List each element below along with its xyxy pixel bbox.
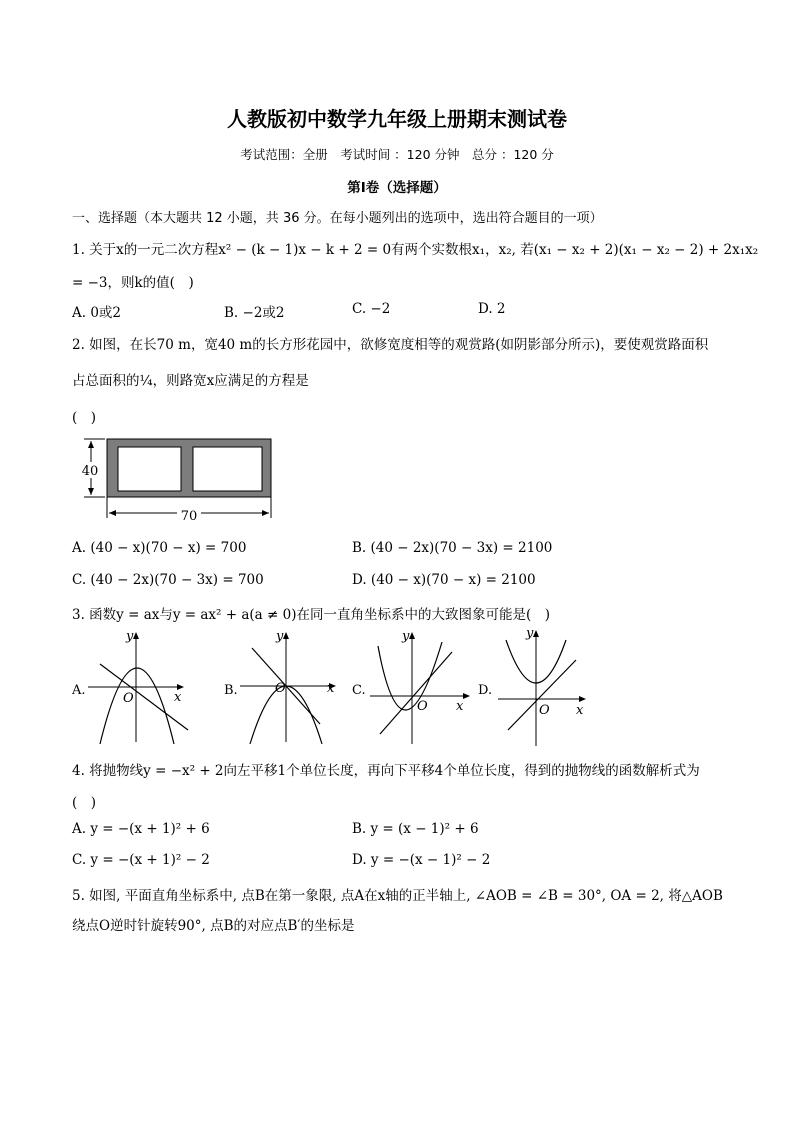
q1-option-a: A. 0或2: [72, 305, 122, 321]
q4-answer-paren: ( ): [72, 795, 97, 811]
q1-option-c: C. −2: [352, 301, 391, 317]
svg-text:y: y: [126, 629, 134, 644]
graph-a: [70, 626, 198, 746]
q4-stem: 4. 将抛物线y = −x² + 2向左平移1个单位长度，再向下平移4个单位长度，得到的抛物线的函数解析式为: [72, 763, 700, 779]
q2-answer-paren: ( ): [72, 410, 97, 426]
svg-text:O: O: [123, 691, 134, 706]
q2-stem-line2: 占总面积的¼，则路宽x应满足的方程是: [72, 373, 309, 389]
q4-option-d: D. y = −(x − 1)² − 2: [352, 852, 491, 868]
q1-option-d: D. 2: [478, 301, 506, 317]
graph-b: [222, 626, 350, 746]
svg-text:y: y: [276, 629, 284, 644]
graph-c-letter: C.: [352, 683, 366, 698]
svg-text:x: x: [456, 699, 464, 714]
q2-option-b: B. (40 − 2x)(70 − 3x) = 2100: [352, 540, 553, 556]
svg-text:y: y: [526, 626, 534, 641]
width-label: 70: [180, 509, 198, 524]
q4-option-b: B. y = (x − 1)² + 6: [352, 821, 479, 837]
svg-text:O: O: [539, 703, 550, 718]
graph-d: [476, 626, 604, 746]
q2-option-c: C. (40 − 2x)(70 − 3x) = 700: [72, 572, 264, 588]
q3-stem: 3. 函数y = ax与y = ax² + a(a ≠ 0)在同一直角坐标系中的大致图象可能是( ): [72, 607, 550, 623]
q2-option-a: A. (40 − x)(70 − x) = 700: [72, 540, 247, 556]
svg-text:O: O: [275, 681, 286, 696]
q2-stem-line1: 2. 如图，在长70 m，宽40 m的长方形花园中，欲修宽度相等的观赏路(如阴影部分所示)，要使观赏路面积: [72, 337, 709, 353]
graph-b-letter: B.: [224, 683, 238, 698]
garden-plot-right: [193, 447, 262, 491]
svg-text:y: y: [402, 629, 410, 644]
q2-option-d: D. (40 − x)(70 − x) = 2100: [352, 572, 536, 588]
graph-a-letter: A.: [72, 683, 86, 698]
volume-heading: 第Ⅰ卷（选择题）: [347, 180, 447, 196]
q1-stem-line1: 1. 关于x的一元二次方程x² − (k − 1)x − k + 2 = 0有两个实数根x₁，x₂, 若(x₁ − x₂ + 2)(x₁ − x₂ − 2) + 2x₁x₂: [72, 242, 759, 258]
q1-option-b: B. −2或2: [224, 305, 285, 321]
q4-option-a: A. y = −(x + 1)² + 6: [72, 821, 210, 837]
graph-d-line: [508, 660, 576, 730]
svg-text:x: x: [327, 681, 335, 696]
q1-stem-line2: = −3，则k的值( ): [72, 275, 194, 291]
garden-plot-left: [118, 447, 181, 491]
q5-stem-line1: 5. 如图, 平面直角坐标系中, 点B在第一象限, 点A在x轴的正半轴上, ∠AOB = ∠B = 30°, OA = 2, 将△AOB: [72, 888, 723, 904]
page-title: 人教版初中数学九年级上册期末测试卷: [227, 107, 567, 131]
q5-stem-line2: 绕点O逆时针旋转90°, 点B的对应点B′的坐标是: [72, 918, 355, 934]
q4-option-c: C. y = −(x + 1)² − 2: [72, 852, 210, 868]
graph-c: [350, 626, 478, 746]
svg-text:x: x: [576, 703, 584, 718]
graph-d-letter: D.: [478, 683, 493, 698]
svg-text:x: x: [174, 690, 182, 705]
graph-a-parabola: [100, 668, 174, 744]
garden-figure: [72, 434, 282, 526]
section-heading: 一、选择题（本大题共 12 小题，共 36 分。在每小题列出的选项中，选出符合题目的一项）: [72, 211, 603, 226]
exam-info: 考试范围：全册 考试时间 ：120 分钟 总分 ：120 分: [240, 147, 554, 162]
height-label: 40: [81, 464, 99, 479]
svg-text:O: O: [417, 699, 428, 714]
